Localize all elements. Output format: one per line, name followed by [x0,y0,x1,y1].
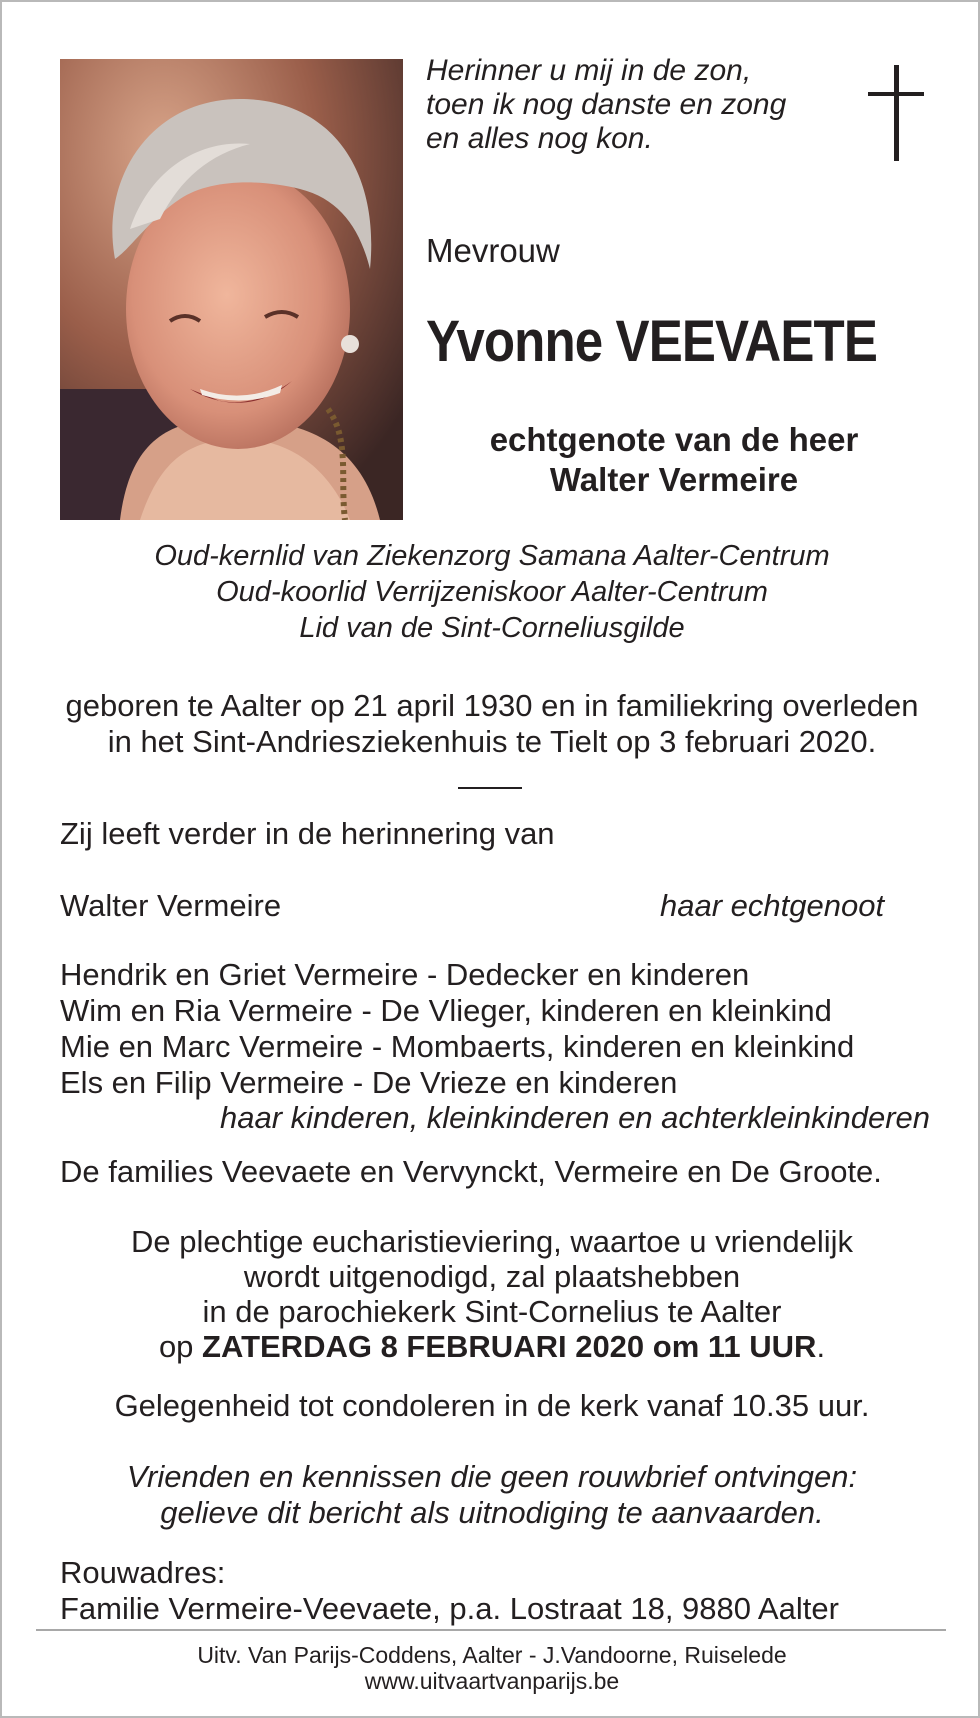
memberships [42,538,942,646]
children-role: haar kinderen, kleinkinderen en achterkleinkinderen [220,1100,931,1135]
service-date-suffix: . [816,1329,826,1364]
address-value: Familie Vermeire-Veevaete, p.a. Lostraat 18, 9880 Aalter [60,1591,839,1626]
membership-line: Oud-koorlid Verrijzeniskoor Aalter-Centrum [216,576,768,608]
undertaker: Uitv. Van Parijs-Coddens, Aalter - J.Vandoorne, Ruiselede [197,1642,787,1668]
footer-divider [36,1629,946,1631]
list-item: Els en Filip Vermeire - De Vrieze en kinderen [60,1065,678,1100]
poem-line: Herinner u mij in de zon, [426,54,752,87]
families: De families Veevaete en Vervynckt, Vermeire en De Groote. [60,1154,882,1189]
honorific: Mevrouw [426,232,560,269]
list-item: Wim en Ria Vermeire - De Vlieger, kinderen en kleinkind [60,993,832,1028]
divider [458,787,522,789]
service-date [42,1329,942,1364]
service-announcement [42,1224,942,1364]
birth-line: geboren te Aalter op 21 april 1930 en in familiekring overleden [65,688,919,723]
spouse-statement [422,420,926,500]
children-list [60,957,854,1101]
friends-note [42,1459,942,1531]
list-item: Mie en Marc Vermeire - Mombaerts, kinderen en kleinkind [60,1029,855,1064]
lives-on-heading: Zij leeft verder in de herinnering van [60,816,555,851]
service-date-bold: ZATERDAG 8 FEBRUARI 2020 om 11 UUR [202,1329,817,1364]
deceased-name: Yvonne VEEVAETE [426,309,878,374]
service-line: De plechtige eucharistieviering, waartoe u vriendelijk [131,1224,853,1259]
service-line: wordt uitgenodigd, zal plaatshebben [243,1259,741,1294]
spouse-line: Walter Vermeire [549,461,799,498]
friends-line: Vrienden en kennissen die geen rouwbrief ontvingen: [126,1459,858,1494]
service-date-prefix: op [158,1329,203,1364]
membership-line: Lid van de Sint-Corneliusgilde [299,612,685,644]
membership-line: Oud-kernlid van Ziekenzorg Samana Aalter-Centrum [154,540,830,572]
death-line: in het Sint-Andriesziekenhuis te Tielt op 3 februari 2020. [107,724,877,759]
spouse-line: echtgenote van de heer [489,421,859,458]
cross-icon [868,65,924,161]
birth-death-statement [42,688,942,760]
poem-line: toen ik nog danste en zong [426,88,787,121]
condolence-info: Gelegenheid tot condoleren in de kerk vanaf 10.35 uur. [114,1388,870,1423]
undertaker-website: www.uitvaartvanparijs.be [364,1668,620,1694]
portrait-photo [60,59,403,520]
footer [42,1642,942,1694]
list-item: Hendrik en Griet Vermeire - Dedecker en kinderen [60,957,750,992]
poem-line: en alles nog kon. [426,122,653,155]
poem [426,54,786,156]
spouse-entry-role: haar echtgenoot [660,888,885,923]
address-label: Rouwadres: [60,1555,226,1590]
mourning-address [60,1555,839,1627]
service-line: in de parochiekerk Sint-Cornelius te Aalter [202,1294,782,1329]
spouse-entry-name: Walter Vermeire [60,888,282,923]
friends-line: gelieve dit bericht als uitnodiging te aanvaarden. [160,1495,824,1530]
